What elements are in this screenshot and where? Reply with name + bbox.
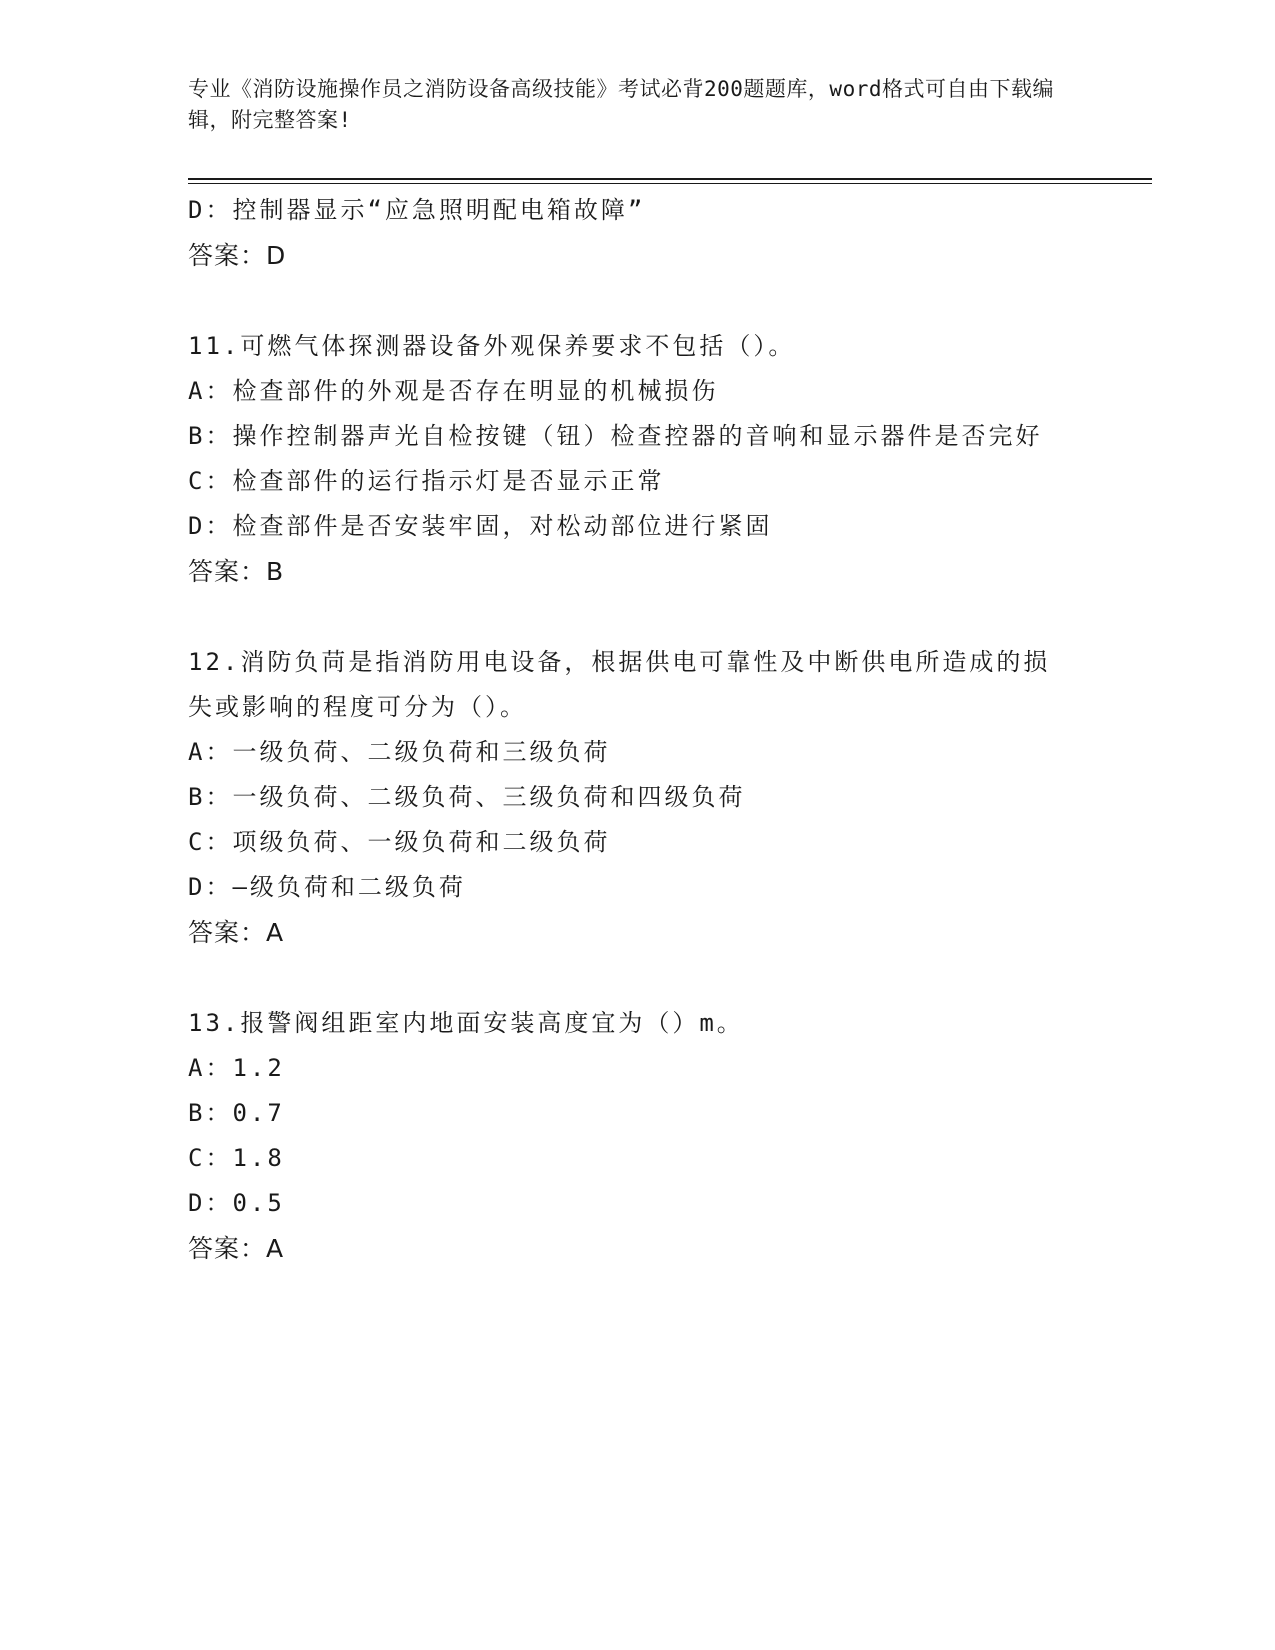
document-header: 专业《消防设施操作员之消防设备高级技能》考试必背200题题库，word格式可自由下载编辑，附完整答案! — [188, 77, 1054, 132]
answer-line: 答案：A — [188, 1234, 285, 1263]
spacer — [188, 594, 1068, 640]
option-a: A：1.2 — [188, 1054, 285, 1082]
option-a: A：一级负荷、二级负荷和三级负荷 — [188, 738, 611, 766]
answer-line: 答案：D — [188, 241, 287, 270]
option-b: B：0.7 — [188, 1099, 285, 1127]
answer-line: 答案：B — [188, 557, 285, 586]
option-a: A：检查部件的外观是否存在明显的机械损伤 — [188, 377, 719, 405]
option-c: C：项级负荷、一级负荷和二级负荷 — [188, 828, 611, 856]
option-d: D：—级负荷和二级负荷 — [188, 873, 466, 901]
option-d: D：检查部件是否安装牢固，对松动部位进行紧固 — [188, 512, 773, 540]
question-11 — [188, 324, 1068, 594]
question-stem: 13.报警阀组距室内地面安装高度宜为（）m。 — [188, 1009, 744, 1037]
question-13 — [188, 1001, 1068, 1271]
option-b: B：操作控制器声光自检按键（钮）检查控器的音响和显示器件是否完好 — [188, 422, 1043, 450]
question-stem: 12.消防负苘是指消防用电设备，根据供电可靠性及中断供电所造成的损失或影响的程度可分为（）。 — [188, 648, 1051, 721]
question-list — [188, 188, 1068, 1271]
spacer — [188, 278, 1068, 324]
spacer — [188, 955, 1068, 1001]
option-b: B：一级负荷、二级负荷、三级负荷和四级负荷 — [188, 783, 746, 811]
question-12 — [188, 640, 1068, 955]
header-divider-thick — [188, 178, 1152, 180]
option-d: D：控制器显示“应急照明配电箱故障” — [188, 196, 646, 224]
header-divider-thin — [188, 183, 1152, 184]
answer-line: 答案：A — [188, 918, 285, 947]
option-c: C：1.8 — [188, 1144, 285, 1172]
option-d: D：0.5 — [188, 1189, 285, 1217]
question-10-tail — [188, 188, 1068, 278]
question-stem: 11.可燃气体探测器设备外观保养要求不包括（）。 — [188, 332, 796, 360]
option-c: C：检查部件的运行指示灯是否显示正常 — [188, 467, 665, 495]
